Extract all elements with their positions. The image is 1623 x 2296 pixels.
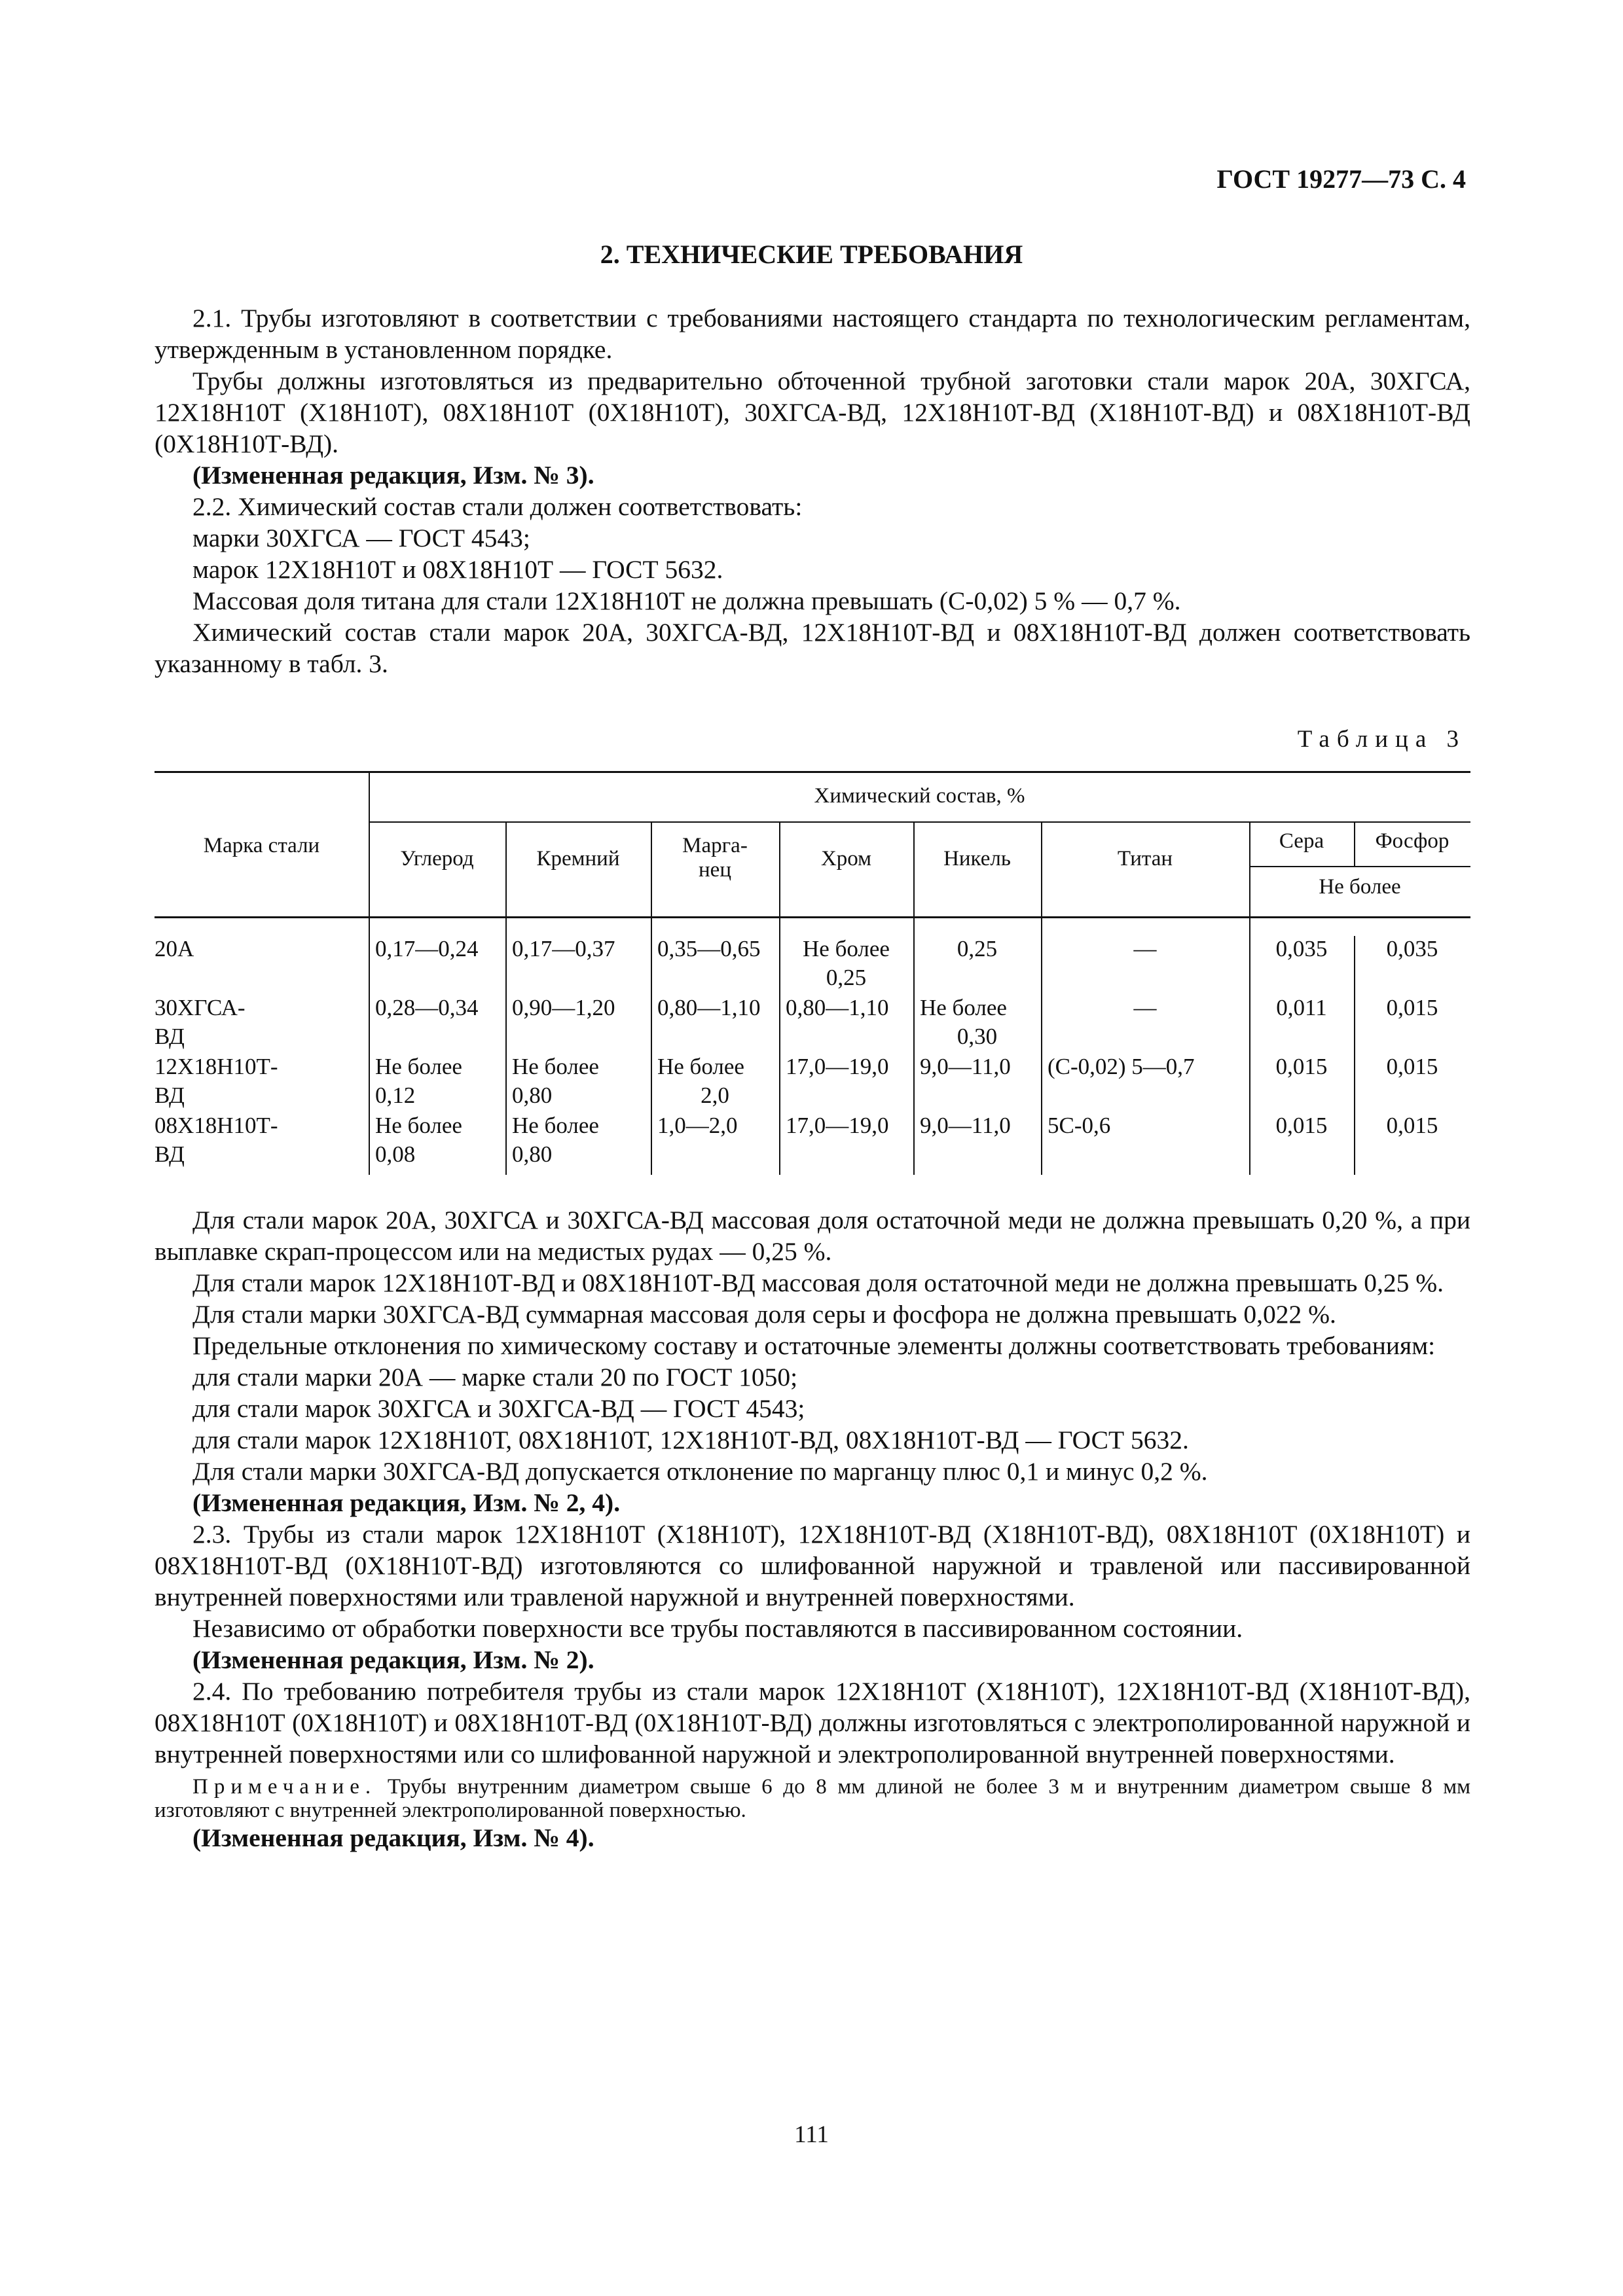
table-header-col: Углерод xyxy=(400,847,474,870)
page-header: ГОСТ 19277—73 С. 4 xyxy=(1216,164,1466,194)
cell-c: Не более xyxy=(375,1054,462,1079)
cell-si: 0,80 xyxy=(512,1083,553,1108)
cell-si: Не более xyxy=(512,1054,599,1079)
paragraph: 2.4. По требованию потребителя трубы из стали марок 12Х18Н10Т (Х18Н10Т), 12Х18Н10Т-ВД (Х18Н10Т-ВД), 08Х18Н10Т (0Х18Н10Т) и 08Х18Н10Т-ВД (0Х18Н10Т-ВД) должны изготовляться с электрополированной наружной и внутренней поверхностями или со шлифованной наружной и электрополированной внутренней поверхностями. xyxy=(155,1677,1470,1768)
cell-sulfur: 0,011 xyxy=(1276,995,1327,1020)
cell-grade: 20А xyxy=(155,936,194,961)
cell-c: 0,28—0,34 xyxy=(375,995,479,1020)
table-col-rule xyxy=(779,821,780,1175)
cell-phosphorus: 0,015 xyxy=(1386,1054,1438,1079)
cell-sulfur: 0,035 xyxy=(1275,936,1328,961)
table-header-phosphorus: Фосфор xyxy=(1375,829,1450,853)
table-header-sulfur: Сера xyxy=(1279,829,1324,853)
cell-cr: 17,0—19,0 xyxy=(786,1054,889,1079)
cell-mn: 0,35—0,65 xyxy=(657,936,761,961)
paragraph: Для стали марок 12Х18Н10Т-ВД и 08Х18Н10Т-ВД массовая доля остаточной меди не должна превышать 0,25 %. xyxy=(192,1268,1444,1297)
intro-text xyxy=(155,302,1470,679)
table-top-rule xyxy=(155,771,1470,773)
cell-si: 0,90—1,20 xyxy=(512,995,615,1020)
body-text xyxy=(155,1204,1470,1854)
cell-ni: 0,25 xyxy=(957,936,998,961)
cell-mn: Не более xyxy=(657,1054,744,1079)
cell-sulfur: 0,015 xyxy=(1275,1113,1328,1138)
paragraph: Для стали марок 20А, 30ХГСА и 30ХГСА-ВД массовая доля остаточной меди не должна превышать 0,20 %, а при выплавке скрап-процессом или на медистых рудах — 0,25 %. xyxy=(155,1206,1470,1266)
cell-grade: 12Х18Н10Т-ВД xyxy=(155,1054,278,1108)
cell-phosphorus: 0,015 xyxy=(1386,995,1438,1020)
paragraph: для стали марок 30ХГСА и 30ХГСА-ВД — ГОСТ 4543; xyxy=(192,1394,805,1423)
cell-titanium: — xyxy=(1133,936,1157,961)
cell-c: 0,17—0,24 xyxy=(375,936,479,961)
table-header-group: Химический состав, % xyxy=(814,784,1025,808)
table-header-manganese: нец xyxy=(699,858,731,882)
cell-cr: 0,80—1,10 xyxy=(786,995,889,1020)
table-col-rule xyxy=(1041,821,1042,1175)
cell-mn: 1,0—2,0 xyxy=(657,1113,738,1138)
cell-grade: 08Х18Н10Т-ВД xyxy=(155,1113,278,1167)
table-group-rule xyxy=(369,821,1470,823)
paragraph: Предельные отклонения по химическому составу и остаточные элементы должны соответствовать требованиям: xyxy=(192,1331,1436,1360)
paragraph: Для стали марки 30ХГСА-ВД допускается отклонение по марганцу плюс 0,1 и минус 0,2 %. xyxy=(192,1457,1208,1486)
paragraph: 2.2. Химический состав стали должен соответствовать: xyxy=(192,492,803,521)
cell-titanium: (С-0,02) 5—0,7 xyxy=(1048,1054,1195,1079)
section-title: 2. ТЕХНИЧЕСКИЕ ТРЕБОВАНИЯ xyxy=(600,240,1023,269)
cell-ni: Не более xyxy=(920,995,1007,1020)
cell-grade: 30ХГСА-ВД xyxy=(155,995,246,1049)
table-header-manganese: Марга- xyxy=(682,834,748,857)
change-note: (Измененная редакция, Изм. № 3). xyxy=(192,461,594,490)
table-header-col: Хром xyxy=(820,847,872,870)
cell-mn: 0,80—1,10 xyxy=(657,995,761,1020)
cell-si: Не более xyxy=(512,1113,599,1138)
change-note: (Измененная редакция, Изм. № 2). xyxy=(192,1645,594,1674)
paragraph: Химический состав стали марок 20А, 30ХГСА-ВД, 12Х18Н10Т-ВД и 08Х18Н10Т-ВД должен соответствовать указанному в табл. 3. xyxy=(155,618,1470,678)
paragraph: для стали марки 20А — марке стали 20 по ГОСТ 1050; xyxy=(192,1363,798,1391)
cell-phosphorus: 0,035 xyxy=(1386,936,1438,961)
footnote-label: Примечание. xyxy=(192,1775,377,1799)
footnote-text: Трубы внутренним диаметром свыше 6 до 8 мм длиной не более 3 м и внутренним диаметром свыше 8 мм изготовляют с внутренней электрополированной поверхностью. xyxy=(155,1775,1470,1822)
paragraph: марки 30ХГСА — ГОСТ 4543; xyxy=(192,524,530,552)
cell-si: 0,80 xyxy=(512,1141,553,1167)
cell-titanium: — xyxy=(1133,995,1157,1020)
paragraph: Для стали марки 30ХГСА-ВД суммарная массовая доля серы и фосфора не должна превышать 0,022 %. xyxy=(192,1300,1336,1329)
table-subgroup-rule xyxy=(1249,866,1470,867)
paragraph: Трубы должны изготовляться из предварительно обточенной трубной заготовки стали марок 20А, 30ХГСА, 12Х18Н10Т (Х18Н10Т), 08Х18Н10Т (0Х18Н10Т), 30ХГСА-ВД, 12Х18Н10Т-ВД (Х18Н10Т-ВД) и 08Х18Н10Т-ВД (0Х18Н10Т-ВД). xyxy=(155,367,1470,458)
page-number: 111 xyxy=(794,2121,829,2148)
change-note: (Измененная редакция, Изм. № 2, 4). xyxy=(192,1488,621,1517)
table-header-rule xyxy=(155,916,1470,918)
table-header-col: Титан xyxy=(1117,847,1173,870)
cell-c: Не более xyxy=(375,1113,462,1138)
table-col-rule xyxy=(369,771,370,1175)
table-header-not-more: Не более xyxy=(1319,875,1401,899)
cell-mn: 2,0 xyxy=(701,1083,729,1108)
cell-c: 0,12 xyxy=(375,1083,416,1108)
change-note: (Измененная редакция, Изм. № 4). xyxy=(192,1823,594,1852)
cell-cr: 0,25 xyxy=(826,965,867,990)
cell-titanium: 5С-0,6 xyxy=(1048,1113,1111,1138)
cell-phosphorus: 0,015 xyxy=(1386,1113,1438,1138)
cell-cr: 17,0—19,0 xyxy=(786,1113,889,1138)
table-col-rule xyxy=(913,821,915,1175)
paragraph: марок 12Х18Н10Т и 08Х18Н10Т — ГОСТ 5632. xyxy=(192,555,723,584)
cell-ni: 9,0—11,0 xyxy=(920,1113,1011,1138)
cell-c: 0,08 xyxy=(375,1141,416,1167)
paragraph: 2.1. Трубы изготовляют в соответствии с требованиями настоящего стандарта по технологическим регламентам, утвержденным в установленном порядке. xyxy=(155,304,1470,364)
paragraph: для стали марок 12Х18Н10Т, 08Х18Н10Т, 12Х18Н10Т-ВД, 08Х18Н10Т-ВД — ГОСТ 5632. xyxy=(192,1426,1189,1454)
table-header-grade: Марка стали xyxy=(203,834,320,857)
paragraph: Независимо от обработки поверхности все трубы поставляются в пассивированном состоянии. xyxy=(192,1614,1243,1643)
table-col-rule xyxy=(505,821,507,1175)
cell-si: 0,17—0,37 xyxy=(512,936,615,961)
table-caption: Таблица 3 xyxy=(1297,726,1466,753)
table-header-col: Никель xyxy=(943,847,1011,870)
paragraph: Массовая доля титана для стали 12Х18Н10Т не должна превышать (С-0,02) 5 % — 0,7 %. xyxy=(192,586,1181,615)
footnote xyxy=(155,1775,1470,1822)
cell-ni: 9,0—11,0 xyxy=(920,1054,1011,1079)
table-header-col: Кремний xyxy=(536,847,620,870)
cell-cr: Не более xyxy=(803,936,890,961)
paragraph: 2.3. Трубы из стали марок 12Х18Н10Т (Х18Н10Т), 12Х18Н10Т-ВД (Х18Н10Т-ВД), 08Х18Н10Т (0Х18Н10Т) и 08Х18Н10Т-ВД (0Х18Н10Т-ВД) изготовляются со шлифованной наружной и травленой или пассивированной внутренней поверхностями или травленой наружной и внутренней поверхностями. xyxy=(155,1520,1470,1611)
cell-sulfur: 0,015 xyxy=(1275,1054,1328,1079)
cell-ni: 0,30 xyxy=(957,1024,998,1049)
